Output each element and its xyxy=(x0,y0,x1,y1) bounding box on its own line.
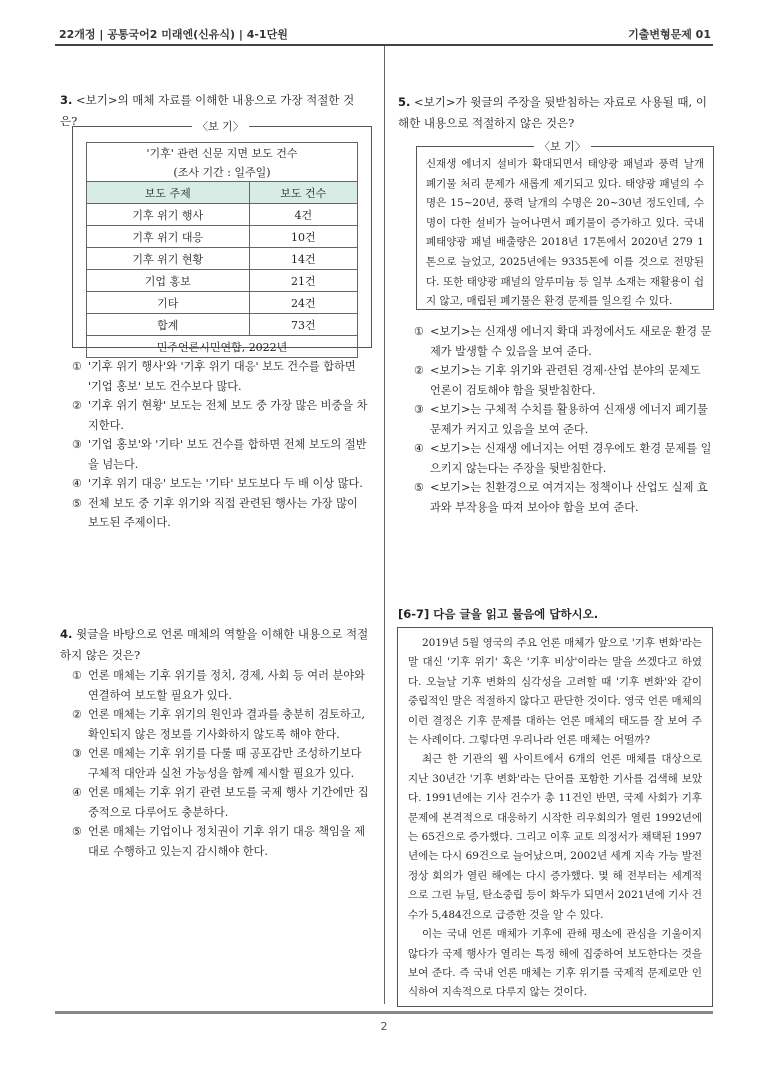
passage-paragraph: 이는 국내 언론 매체가 기후에 관해 평소에 관심을 기울이지 않다가 국제 행사가 열리는 특정 해에 집중하여 보도한다는 것을 보여 준다. 즉 국내 언론 매체는 기후 위기를 국제적 문제로만 인식하여 지속적으로 다루지 않는 것이다. xyxy=(408,928,702,999)
question-3-options xyxy=(72,357,372,533)
question-5-number: 5. xyxy=(398,95,411,109)
table-cell-topic: 기후 위기 현황 xyxy=(87,248,250,270)
question-5-bogi-label: 〈보 기〉 xyxy=(534,138,591,154)
section-6-7-heading: [6-7] 다음 글을 읽고 물음에 답하시오. xyxy=(398,607,599,621)
passage-paragraph: 최근 한 기관의 웹 사이트에서 6개의 언론 매체를 대상으로 지난 30년간 '기후 변화'라는 단어를 포함한 기사를 검색해 보았다. 1991년에는 기사 건수가 총 11건인 반면, 국제 사회가 기후 문제에 본격적으로 대응하기 시작한 리우회의가 열린 1992년에는 65건으로 증가했다. 그리고 이후 교토 의정서가 채택된 1997년에는 다시 69건으로 늘어났으며, 2002년 세계 지속 가능 발전 정상 회의가 열린 해에는 다시 증가했다. 몇 해 전부터는 세계적으로 그린 뉴딜, 탄소중립 등이 화두가 되면서 2021년에 기사 건수가 5,484건으로 급증한 것을 알 수 있다. xyxy=(408,753,702,921)
option-marker: ① xyxy=(72,669,83,682)
table-cell-count: 21건 xyxy=(249,270,357,292)
option-text: <보기>는 신재생 에너지는 어떤 경우에도 환경 문제를 일으키지 않는다는 주장을 뒷받침한다. xyxy=(430,442,712,475)
table-cell-topic: 기후 위기 행사 xyxy=(87,204,250,226)
table-cell-topic: 기타 xyxy=(87,292,250,314)
table-cell-count: 14건 xyxy=(249,248,357,270)
option-5[interactable] xyxy=(72,494,372,533)
option-2[interactable] xyxy=(72,396,372,435)
option-4[interactable] xyxy=(72,474,372,494)
option-text: <보기>는 신재생 에너지 확대 과정에서도 새로운 환경 문제가 발생할 수 있음을 보여 준다. xyxy=(430,325,712,358)
question-3-bogi-label: 〈보 기〉 xyxy=(192,118,249,134)
table-row xyxy=(87,270,358,292)
table-row xyxy=(87,226,358,248)
question-5-stem xyxy=(398,92,713,134)
option-text: 언론 매체는 기후 위기를 정치, 경제, 사회 등 여러 분야와 연결하여 보도할 필요가 있다. xyxy=(88,669,365,702)
option-marker: ① xyxy=(72,360,83,373)
option-2[interactable] xyxy=(414,361,714,400)
table-cell-topic: 합계 xyxy=(87,314,250,336)
page-header xyxy=(55,22,713,44)
option-marker: ⑤ xyxy=(72,496,83,510)
footer-rule xyxy=(55,1011,713,1014)
option-text: <보기>는 구체적 수치를 활용하여 신재생 에너지 폐기물 문제가 커지고 있음을 보여 준다. xyxy=(430,403,708,436)
question-4-number: 4. xyxy=(60,627,73,641)
option-text: '기후 위기 행사'와 '기후 위기 대응' 보도 건수를 합하면 '기업 홍보' 보도 건수보다 많다. xyxy=(88,360,356,393)
table-cell-topic: 기업 홍보 xyxy=(87,270,250,292)
option-3[interactable] xyxy=(72,744,372,783)
option-marker: ② xyxy=(72,399,83,412)
option-3[interactable] xyxy=(72,435,372,474)
table-cell-topic: 기후 위기 대응 xyxy=(87,226,250,248)
table-header-topic: 보도 주제 xyxy=(87,182,250,204)
question-5-bogi-text: 신재생 에너지 설비가 확대되면서 태양광 패널과 풍력 날개 폐기물 처리 문제가 새롭게 제기되고 있다. 태양광 패널의 수명은 15~20년, 풍력 날개의 수명은 20~30년 정도인데, 수명이 다한 설비가 늘어나면서 폐기물이 증가하고 있다. 국내 폐태양광 패널 배출량은 2018년 17톤에서 2020년 279 1톤으로 늘었고, 2025년에는 9335톤에 이를 것으로 전망된다. 또한 태양광 패널의 알루미늄 등 일부 소재는 재활용이 쉽지 않고, 매립된 폐기물은 환경 문제를 일으킬 수 있다. xyxy=(426,158,704,308)
table-row xyxy=(87,292,358,314)
option-marker: ③ xyxy=(414,403,425,416)
option-marker: ④ xyxy=(72,786,83,799)
option-4[interactable] xyxy=(72,783,372,822)
option-2[interactable] xyxy=(72,705,372,744)
option-text: 언론 매체는 기후 위기 관련 보도를 국제 행사 기간에만 집중적으로 다루어도 충분하다. xyxy=(88,786,369,819)
option-marker: ① xyxy=(414,325,425,338)
option-marker: ⑤ xyxy=(72,825,83,838)
column-divider xyxy=(384,46,385,1004)
option-text: '기후 위기 대응' 보도는 '기타' 보도보다 두 배 이상 많다. xyxy=(88,477,363,490)
report-count-table xyxy=(86,142,358,358)
header-course-info: 22개정 | 공통국어2 미래엔(신유식) | 4-1단원 xyxy=(59,28,288,41)
table-subtitle: (조사 기간 : 일주일) xyxy=(87,162,358,182)
option-marker: ③ xyxy=(72,438,83,451)
option-1[interactable] xyxy=(72,666,372,705)
question-4-options xyxy=(72,666,372,861)
option-marker: ④ xyxy=(72,477,83,490)
table-row xyxy=(87,248,358,270)
option-text: <보기>는 기후 위기와 관련된 경제·산업 분야의 문제도 언론이 검토해야 함을 뒷받침한다. xyxy=(430,364,701,397)
table-source: 민주언론시민연합, 2022년 xyxy=(87,336,358,358)
option-text: <보기>는 친환경으로 여겨지는 정책이나 산업도 실제 효과와 부작용을 따져 보아야 함을 보여 준다. xyxy=(430,481,708,514)
option-5[interactable] xyxy=(414,478,714,517)
question-3-number: 3. xyxy=(60,93,73,107)
question-5-text: <보기>가 윗글의 주장을 뒷받침하는 자료로 사용될 때, 이해한 내용으로 적절하지 않은 것은? xyxy=(398,95,707,130)
question-3-table-wrap xyxy=(86,142,358,358)
option-3[interactable] xyxy=(414,400,714,439)
table-header-count: 보도 건수 xyxy=(249,182,357,204)
question-3-text: <보기>의 매체 자료를 이해한 내용으로 가장 적절한 것은? xyxy=(60,93,355,128)
header-doc-title: 기출변형문제 01 xyxy=(628,28,711,41)
table-cell-count: 10건 xyxy=(249,226,357,248)
question-4-text: 윗글을 바탕으로 언론 매체의 역할을 이해한 내용으로 적절하지 않은 것은? xyxy=(60,627,369,662)
option-text: 언론 매체는 기후 위기의 원인과 결과를 충분히 검토하고, 확인되지 않은 정보를 기사화하지 않도록 해야 한다. xyxy=(88,708,366,741)
option-5[interactable] xyxy=(72,822,372,861)
option-marker: ② xyxy=(72,708,83,721)
section-6-7-passage xyxy=(408,634,702,1003)
question-4-stem xyxy=(60,624,370,666)
option-marker: ③ xyxy=(72,747,83,760)
option-marker: ④ xyxy=(414,442,425,455)
table-cell-count: 24건 xyxy=(249,292,357,314)
option-text: '기후 위기 현황' 보도는 전체 보도 중 가장 많은 비중을 차지한다. xyxy=(88,399,368,432)
option-text: 언론 매체는 기후 위기를 다룰 때 공포감만 조성하기보다 구체적 대안과 실천 가능성을 함께 제시할 필요가 있다. xyxy=(88,747,362,780)
page-number: 2 xyxy=(380,1020,388,1033)
option-1[interactable] xyxy=(72,357,372,396)
option-marker: ⑤ xyxy=(414,481,425,494)
table-row xyxy=(87,204,358,226)
option-marker: ② xyxy=(414,364,425,377)
option-4[interactable] xyxy=(414,439,714,478)
option-1[interactable] xyxy=(414,322,714,361)
question-5-options xyxy=(414,322,714,517)
table-title: '기후' 관련 신문 지면 보도 건수 xyxy=(87,143,358,163)
table-row xyxy=(87,314,358,336)
option-text: 전체 보도 중 기후 위기와 직접 관련된 행사는 가장 많이 보도된 주제이다. xyxy=(88,496,358,529)
table-cell-count: 73건 xyxy=(249,314,357,336)
passage-paragraph: 2019년 5월 영국의 주요 언론 매체가 앞으로 '기후 변화'라는 말 대신 '기후 위기' 혹은 '기후 비상'이라는 말을 쓰겠다고 하였다. 오늘날 기후 변화의 심각성을 고려할 때 '기후 변화'와 같이 중립적인 말은 적절하지 않다고 판단한 것이다. 영국 언론 매체의 이런 결정은 기후 문제를 대하는 언론 매체의 태도를 잘 보여 주는 사례이다. 그렇다면 우리나라 언론 매체는 어떨까? xyxy=(408,637,702,747)
option-text: '기업 홍보'와 '기타' 보도 건수를 합하면 전체 보도의 절반을 넘는다. xyxy=(88,438,367,471)
table-cell-count: 4건 xyxy=(249,204,357,226)
option-text: 언론 매체는 기업이나 정치권이 기후 위기 대응 책임을 제대로 수행하고 있는지 감시해야 한다. xyxy=(88,825,366,858)
